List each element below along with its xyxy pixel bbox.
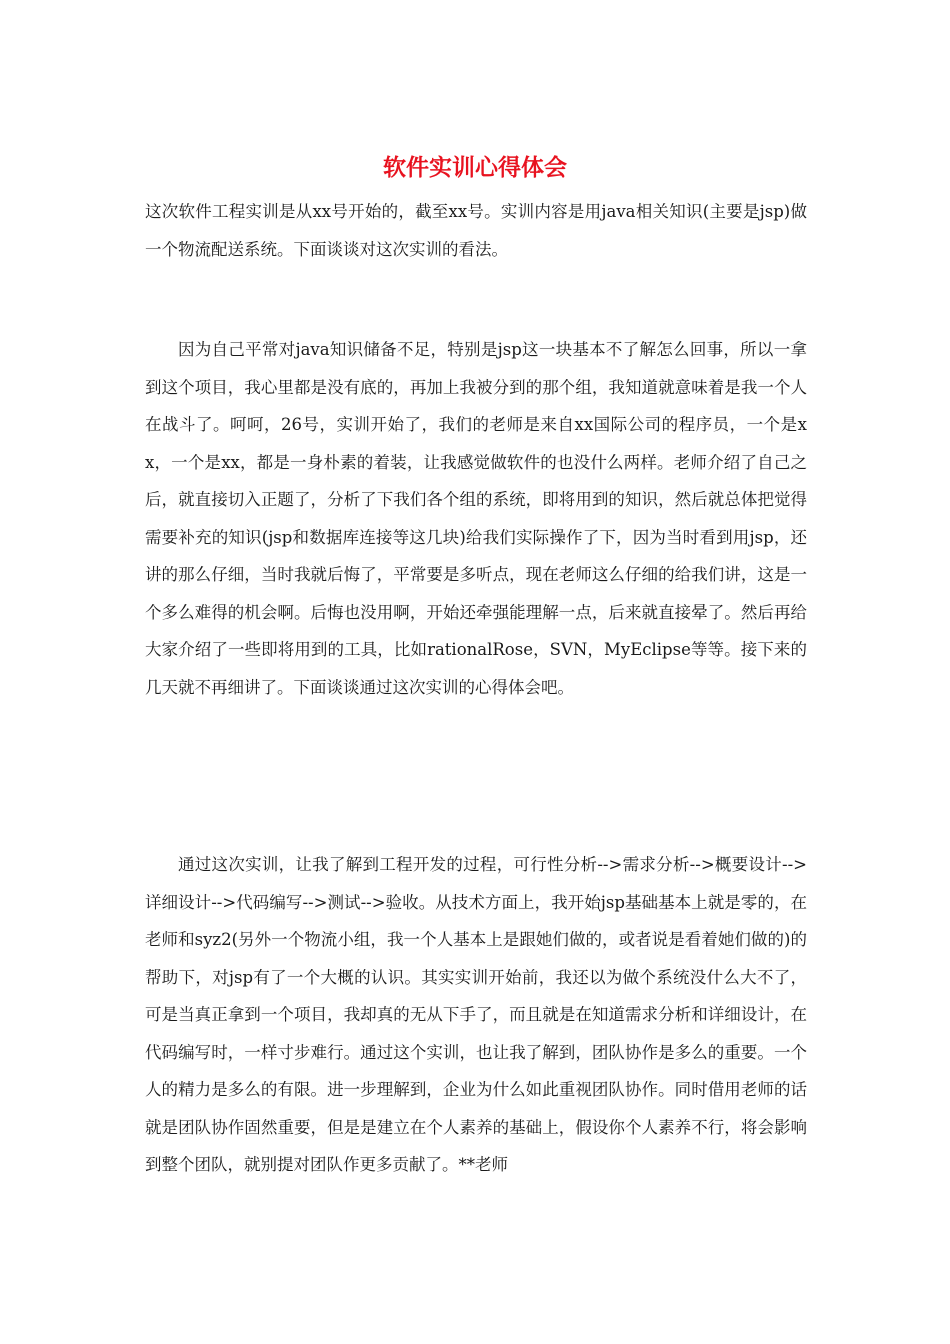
body-paragraph-reflection: 通过这次实训，让我了解到工程开发的过程，可行性分析-->需求分析-->概要设计-->详细设计-->代码编写-->测试-->验收。从技术方面上，我开始jsp基础基本上就是零的，在老师和syz2(另外一个物流小组，我一个人基本上是跟她们做的，或者说是看着她们做的)的帮助下，对jsp有了一个大概的认识。其实实训开始前，我还以为做个系统没什么大不了，可是当真正拿到一个项目，我却真的无从下手了，而且就是在知道需求分析和详细设计，在代码编写时，一样寸步难行。通过这个实训，也让我了解到，团队协作是多么的重要。一个人的精力是多么的有限。进一步理解到，企业为什么如此重视团队协作。同时借用老师的话就是团队协作固然重要，但是是建立在个人素养的基础上，假设你个人素养不行，将会影响到整个团队，就别提对团队作更多贡献了。**老师 — [145, 855, 807, 1174]
document-title: 软件实训心得体会 — [383, 155, 567, 181]
intro-paragraph: 这次软件工程实训是从xx号开始的，截至xx号。实训内容是用java相关知识(主要是jsp)做一个物流配送系统。下面谈谈对这次实训的看法。 — [145, 202, 807, 259]
body-paragraph-background: 因为自己平常对java知识储备不足，特别是jsp这一块基本不了解怎么回事，所以一拿到这个项目，我心里都是没有底的，再加上我被分到的那个组，我知道就意味着是我一个人在战斗了。呵呵，26号，实训开始了，我们的老师是来自xx国际公司的程序员，一个是xx，一个是xx，都是一身朴素的着装，让我感觉做软件的也没什么两样。老师介绍了自己之后，就直接切入正题了，分析了下我们各个组的系统，即将用到的知识，然后就总体把觉得需要补充的知识(jsp和数据库连接等这几块)给我们实际操作了下，因为当时看到用jsp，还讲的那么仔细，当时我就后悔了，平常要是多听点，现在老师这么仔细的给我们讲，这是一个多么难得的机会啊。后悔也没用啊，开始还牵强能理解一点，后来就直接晕了。然后再给大家介绍了一些即将用到的工具，比如rationalRose，SVN，MyEclipse等等。接下来的几天就不再细讲了。下面谈谈通过这次实训的心得体会吧。 — [145, 340, 807, 697]
